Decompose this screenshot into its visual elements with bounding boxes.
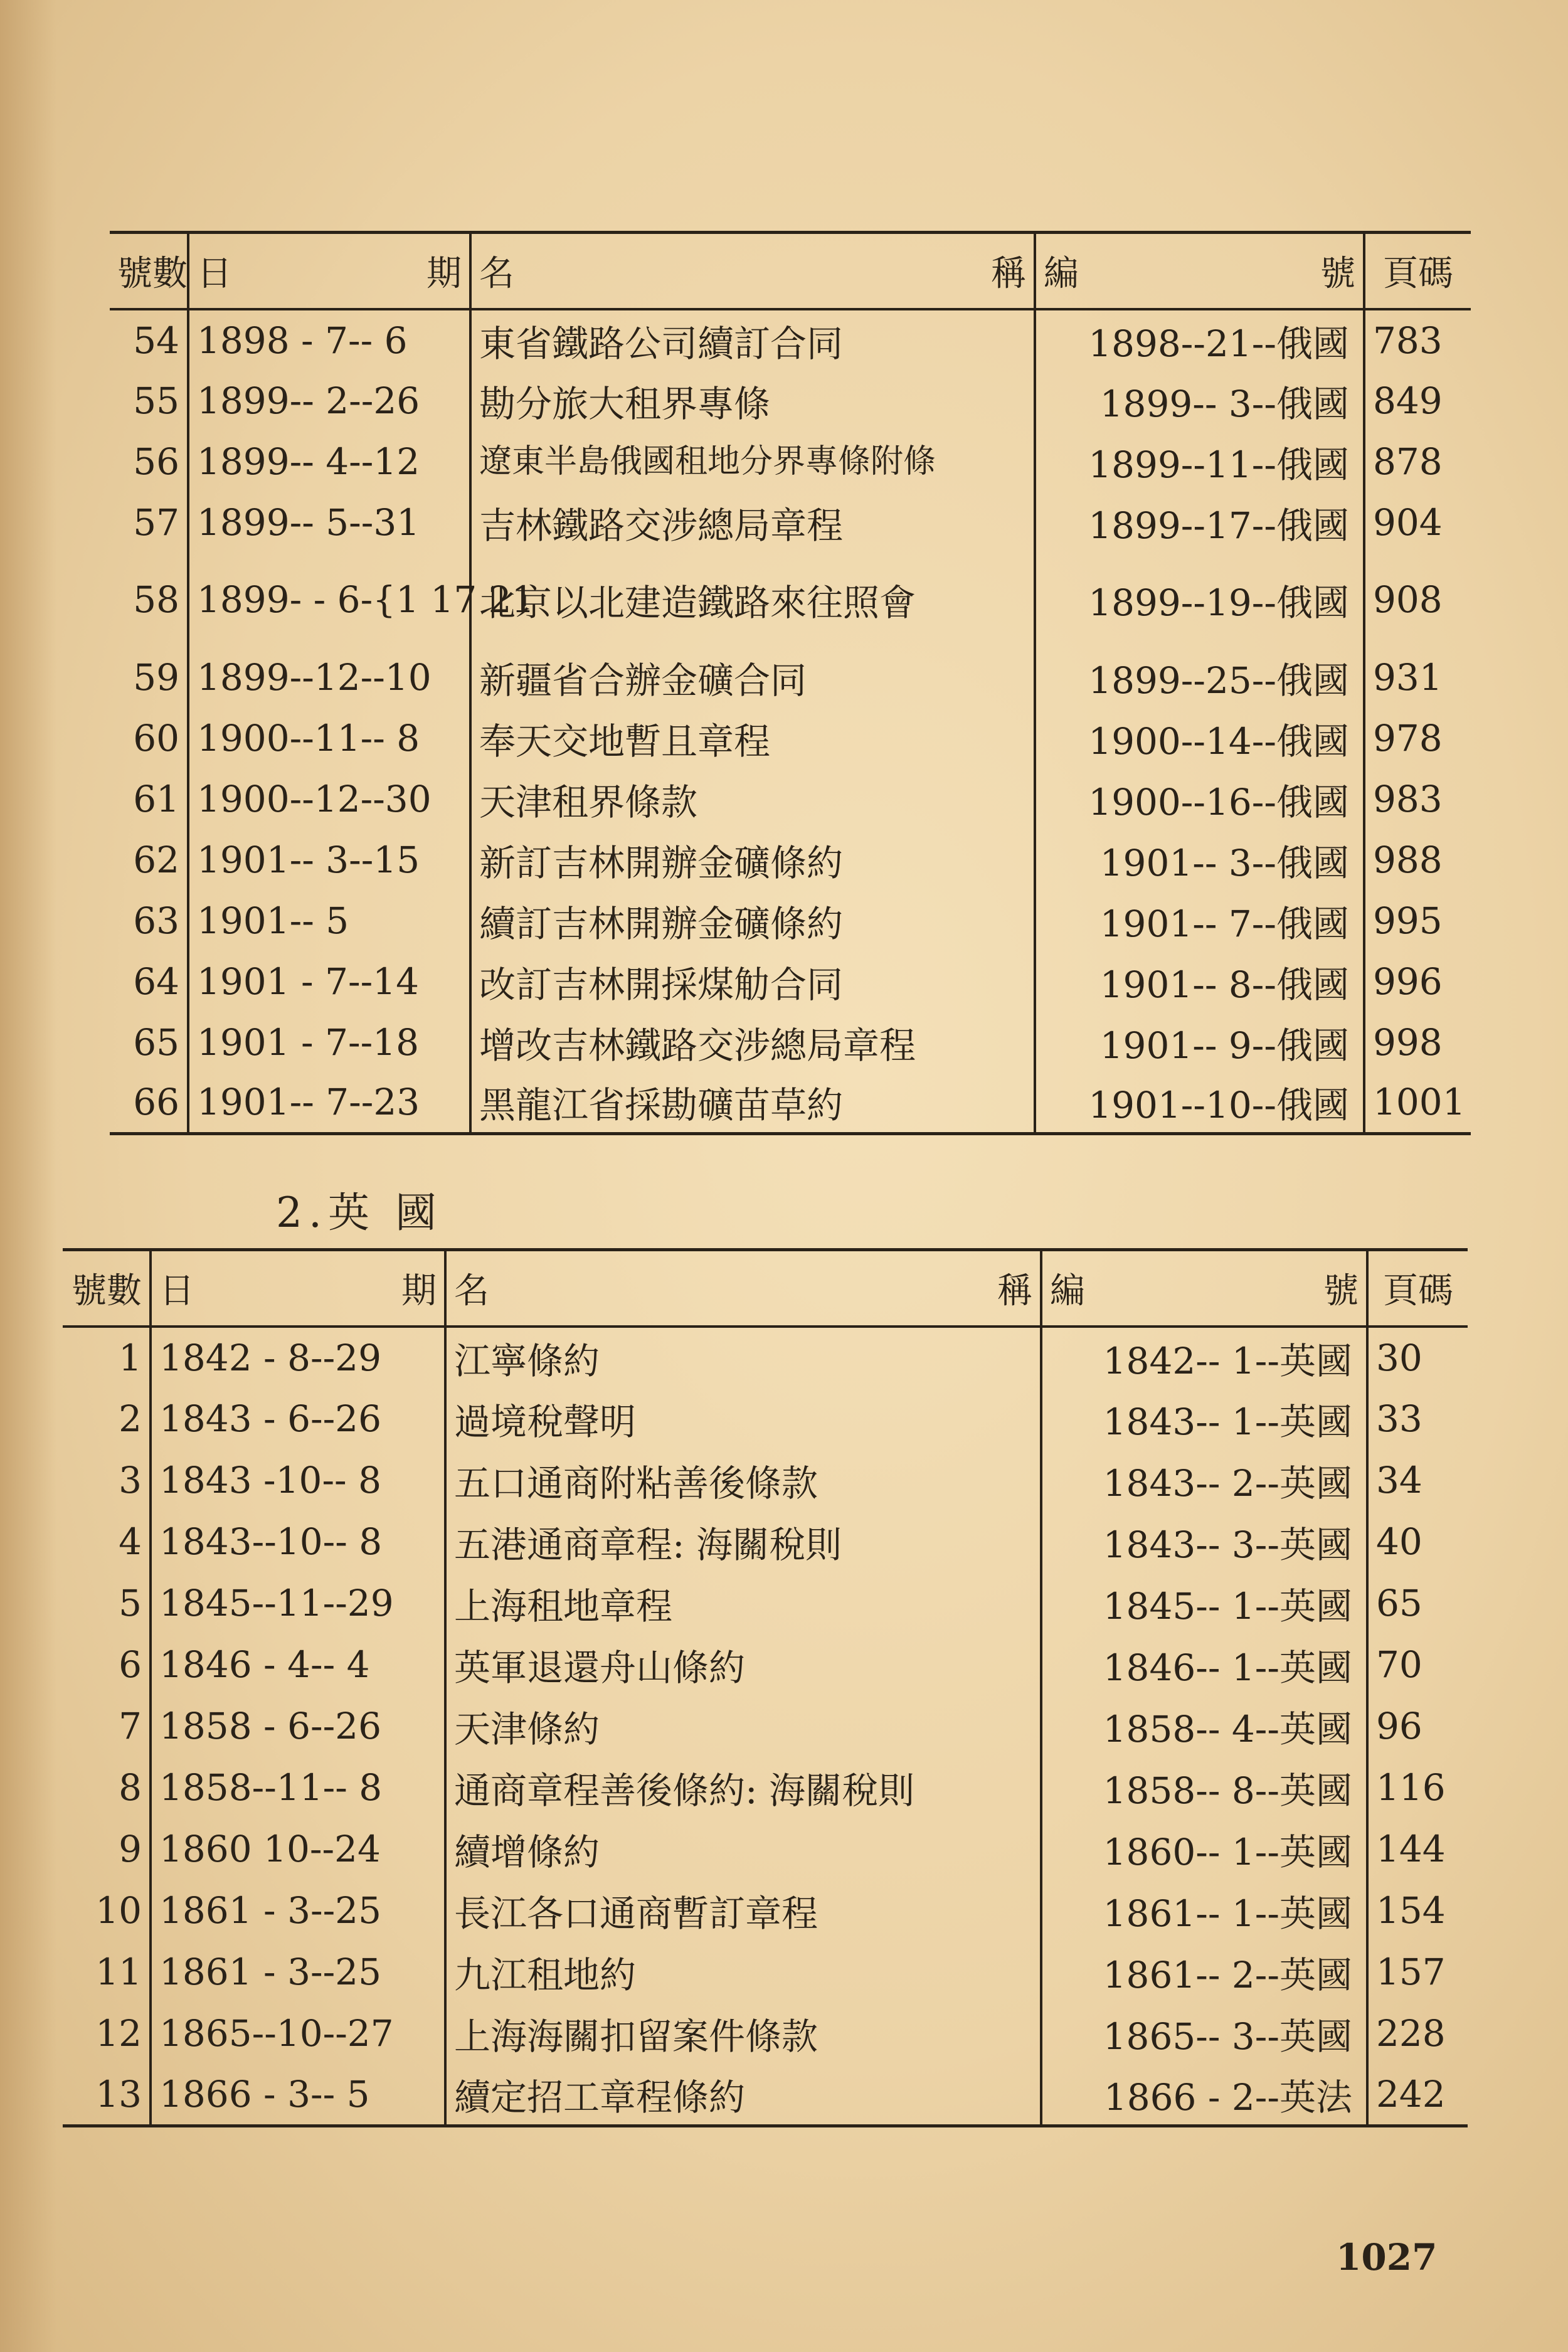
- header-name: [445, 1250, 1041, 1327]
- row-code: 1865-- 3--英國: [1041, 2003, 1367, 2064]
- row-number: 7: [119, 1705, 142, 1747]
- row-number: 57: [133, 501, 179, 544]
- table-row: [110, 492, 1471, 553]
- row-date: 1901 - 7--14: [188, 951, 470, 1012]
- row-name: 五口通商附粘善後條款: [445, 1449, 1041, 1511]
- row-page: 996: [1364, 951, 1471, 1012]
- row-code: 1901-- 9--俄國: [1035, 1012, 1364, 1073]
- row-number: 3: [119, 1459, 142, 1502]
- row-date: 1901-- 3--15: [188, 829, 470, 890]
- row-date: 1899-- 4--12: [188, 431, 470, 492]
- table-row: [63, 2064, 1468, 2126]
- row-page: 144: [1367, 1818, 1468, 1880]
- row-number: 13: [95, 2072, 142, 2116]
- row-number: 12: [95, 2012, 142, 2055]
- table-row: [110, 647, 1471, 707]
- row-number: 65: [133, 1020, 179, 1064]
- row-page: 849: [1364, 370, 1471, 431]
- header-page: 頁碼: [1364, 233, 1471, 310]
- row-name: 上海租地章程: [445, 1572, 1041, 1634]
- row-code: 1899-- 3--俄國: [1035, 370, 1364, 431]
- row-page: 96: [1367, 1695, 1468, 1757]
- row-code: 1843-- 1--英國: [1041, 1388, 1367, 1449]
- row-date: 1861 - 3--25: [151, 1941, 445, 2003]
- header-date: [188, 233, 470, 310]
- row-number: 6: [119, 1643, 142, 1686]
- row-name: 奉天交地暫且章程: [470, 707, 1035, 768]
- row-page: 34: [1367, 1449, 1468, 1511]
- header-number: 號數: [63, 1250, 151, 1327]
- row-number: 5: [119, 1582, 142, 1624]
- row-date: 1899-- 2--26: [188, 370, 470, 431]
- row-page: 978: [1364, 707, 1471, 768]
- table-row: [63, 1941, 1468, 2003]
- header-number: 號數: [110, 233, 188, 310]
- row-number: 2: [119, 1397, 142, 1440]
- row-number: 4: [119, 1520, 142, 1563]
- row-date: 1901-- 7--23: [188, 1073, 470, 1133]
- header-date-part-1: 日: [197, 253, 232, 294]
- header-name-part-2: 稱: [997, 1271, 1032, 1311]
- row-name: 遼東半島俄國租地分界專條附條: [470, 431, 1035, 492]
- row-date: 1898 - 7-- 6: [188, 309, 470, 370]
- row-page: 908: [1364, 553, 1471, 647]
- table-row: [63, 1880, 1468, 1941]
- row-name: 長江各口通商暫訂章程: [445, 1880, 1041, 1941]
- table-row: [63, 1388, 1468, 1449]
- header-name-part-1: 名: [479, 253, 514, 294]
- row-number: 1: [119, 1337, 142, 1379]
- header-date-part-2: 期: [401, 1271, 437, 1311]
- row-date: 1865--10--27: [151, 2003, 445, 2064]
- row-page: 995: [1364, 890, 1471, 951]
- row-name: 過境稅聲明: [445, 1388, 1041, 1449]
- russia-treaty-table: [110, 231, 1471, 1135]
- row-date: 1858 - 6--26: [151, 1695, 445, 1757]
- row-page: 116: [1367, 1757, 1468, 1818]
- row-name: 增改吉林鐵路交涉總局章程: [470, 1012, 1035, 1073]
- row-name: 續定招工章程條約: [445, 2064, 1041, 2126]
- row-page: 33: [1367, 1388, 1468, 1449]
- row-date: 1860 10--24: [151, 1818, 445, 1880]
- row-name: 五港通商章程: 海關稅則: [445, 1511, 1041, 1572]
- table-row: [110, 1073, 1471, 1133]
- row-name: 英軍退還舟山條約: [445, 1634, 1041, 1695]
- row-code: 1858-- 4--英國: [1041, 1695, 1367, 1757]
- row-name: 新訂吉林開辦金礦條約: [470, 829, 1035, 890]
- britain-treaty-table: [63, 1248, 1468, 2127]
- row-code: 1845-- 1--英國: [1041, 1572, 1367, 1634]
- header-code: [1041, 1250, 1367, 1327]
- row-number: 64: [133, 960, 179, 1003]
- table-row: [63, 1695, 1468, 1757]
- row-name: 吉林鐵路交涉總局章程: [470, 492, 1035, 553]
- row-page: 904: [1364, 492, 1471, 553]
- row-name: 通商章程善後條約: 海關稅則: [445, 1757, 1041, 1818]
- header-date-part-1: 日: [159, 1271, 194, 1311]
- header-name-part-2: 稱: [991, 253, 1026, 294]
- row-date: 1901-- 5: [188, 890, 470, 951]
- row-number: 61: [133, 777, 179, 820]
- row-page: 242: [1367, 2064, 1468, 2126]
- header-page: 頁碼: [1367, 1250, 1468, 1327]
- row-date: 1843 -10-- 8: [151, 1449, 445, 1511]
- table-row: [110, 1012, 1471, 1073]
- row-number: 59: [133, 655, 179, 699]
- header-date-part-2: 期: [426, 253, 462, 294]
- row-code: 1901-- 3--俄國: [1035, 829, 1364, 890]
- row-number: 10: [95, 1889, 142, 1932]
- row-date: 1861 - 3--25: [151, 1880, 445, 1941]
- row-code: 1899--19--俄國: [1035, 553, 1364, 647]
- table-row: [110, 768, 1471, 829]
- row-page: 878: [1364, 431, 1471, 492]
- page-edge-shadow: [0, 0, 56, 2352]
- table-header-row: [110, 233, 1471, 310]
- row-number: 8: [119, 1766, 142, 1809]
- row-date: 1846 - 4-- 4: [151, 1634, 445, 1695]
- row-date: 1858--11-- 8: [151, 1757, 445, 1818]
- table-row: [63, 1634, 1468, 1695]
- table-row: [110, 431, 1471, 492]
- row-date: 1843--10-- 8: [151, 1511, 445, 1572]
- row-page: 70: [1367, 1634, 1468, 1695]
- row-name: 天津租界條款: [470, 768, 1035, 829]
- row-name: 續增條約: [445, 1818, 1041, 1880]
- row-code: 1861-- 1--英國: [1041, 1880, 1367, 1941]
- header-date: [151, 1250, 445, 1327]
- row-name: 勘分旅大租界專條: [470, 370, 1035, 431]
- row-date: 1842 - 8--29: [151, 1327, 445, 1388]
- row-number: 60: [133, 716, 179, 760]
- header-code-part-1: 編: [1044, 253, 1079, 294]
- header-code-part-2: 號: [1323, 1271, 1359, 1311]
- row-number: 54: [133, 319, 179, 362]
- row-date: 1900--12--30: [188, 768, 470, 829]
- row-date: 1899- - 6-{1 17 21: [188, 553, 470, 647]
- table-row: [63, 1757, 1468, 1818]
- row-date: 1843 - 6--26: [151, 1388, 445, 1449]
- row-code: 1843-- 3--英國: [1041, 1511, 1367, 1572]
- section-heading-britain: 2.英 國: [276, 1189, 443, 1237]
- table-row: [110, 707, 1471, 768]
- table-row: [63, 1572, 1468, 1634]
- header-name-part-1: 名: [454, 1271, 489, 1311]
- row-number: 62: [133, 838, 179, 881]
- row-code: 1899--11--俄國: [1035, 431, 1364, 492]
- table-header-row: [63, 1250, 1468, 1327]
- row-number: 66: [133, 1081, 179, 1124]
- page-number: 1027: [1336, 2236, 1438, 2279]
- table-row: [110, 309, 1471, 370]
- row-page: 65: [1367, 1572, 1468, 1634]
- row-number: 63: [133, 899, 179, 942]
- row-code: 1860-- 1--英國: [1041, 1818, 1367, 1880]
- row-date: 1899--12--10: [188, 647, 470, 707]
- row-code: 1900--14--俄國: [1035, 707, 1364, 768]
- row-date: 1900--11-- 8: [188, 707, 470, 768]
- row-code: 1842-- 1--英國: [1041, 1327, 1367, 1388]
- table-row: [63, 1818, 1468, 1880]
- row-name: 東省鐵路公司續訂合同: [470, 309, 1035, 370]
- row-code: 1900--16--俄國: [1035, 768, 1364, 829]
- row-code: 1899--17--俄國: [1035, 492, 1364, 553]
- row-name: 續訂吉林開辦金礦條約: [470, 890, 1035, 951]
- row-date: 1901 - 7--18: [188, 1012, 470, 1073]
- table-row: [110, 553, 1471, 647]
- row-date: 1845--11--29: [151, 1572, 445, 1634]
- row-code: 1898--21--俄國: [1035, 309, 1364, 370]
- header-name: [470, 233, 1035, 310]
- row-page: 30: [1367, 1327, 1468, 1388]
- header-code-part-2: 號: [1320, 253, 1355, 294]
- row-code: 1843-- 2--英國: [1041, 1449, 1367, 1511]
- row-page: 40: [1367, 1511, 1468, 1572]
- row-code: 1901-- 8--俄國: [1035, 951, 1364, 1012]
- row-page: 228: [1367, 2003, 1468, 2064]
- header-code-part-1: 編: [1050, 1271, 1085, 1311]
- row-code: 1901-- 7--俄國: [1035, 890, 1364, 951]
- table-row: [110, 951, 1471, 1012]
- row-page: 783: [1364, 309, 1471, 370]
- table-row: [63, 1327, 1468, 1388]
- row-page: 154: [1367, 1880, 1468, 1941]
- row-code: 1861-- 2--英國: [1041, 1941, 1367, 2003]
- row-page: 998: [1364, 1012, 1471, 1073]
- table-row: [110, 829, 1471, 890]
- row-number: 55: [133, 379, 179, 422]
- row-name: 新疆省合辦金礦合同: [470, 647, 1035, 707]
- row-name: 黑龍江省採勘礦苗草約: [470, 1073, 1035, 1133]
- row-name: 北京以北建造鐵路來往照會: [470, 553, 1035, 647]
- row-date: 1899-- 5--31: [188, 492, 470, 553]
- row-number: 9: [119, 1828, 142, 1870]
- row-name: 江寧條約: [445, 1327, 1041, 1388]
- header-code: [1035, 233, 1364, 310]
- row-code: 1866 - 2--英法: [1041, 2064, 1367, 2126]
- table-row: [63, 1449, 1468, 1511]
- row-code: 1858-- 8--英國: [1041, 1757, 1367, 1818]
- row-name: 天津條約: [445, 1695, 1041, 1757]
- row-number: 11: [95, 1951, 142, 1993]
- row-name: 改訂吉林開採煤觔合同: [470, 951, 1035, 1012]
- row-page: 988: [1364, 829, 1471, 890]
- row-page: 983: [1364, 768, 1471, 829]
- row-name: 九江租地約: [445, 1941, 1041, 2003]
- row-date: 1866 - 3-- 5: [151, 2064, 445, 2126]
- row-page: 157: [1367, 1941, 1468, 2003]
- row-page: 1001: [1364, 1073, 1471, 1133]
- table-row: [63, 2003, 1468, 2064]
- row-number: 58: [133, 578, 179, 621]
- row-code: 1901--10--俄國: [1035, 1073, 1364, 1133]
- row-name: 上海海關扣留案件條款: [445, 2003, 1041, 2064]
- table-row: [110, 370, 1471, 431]
- table-row: [110, 890, 1471, 951]
- row-number: 56: [133, 440, 179, 483]
- row-code: 1846-- 1--英國: [1041, 1634, 1367, 1695]
- table-row: [63, 1511, 1468, 1572]
- row-code: 1899--25--俄國: [1035, 647, 1364, 707]
- row-page: 931: [1364, 647, 1471, 707]
